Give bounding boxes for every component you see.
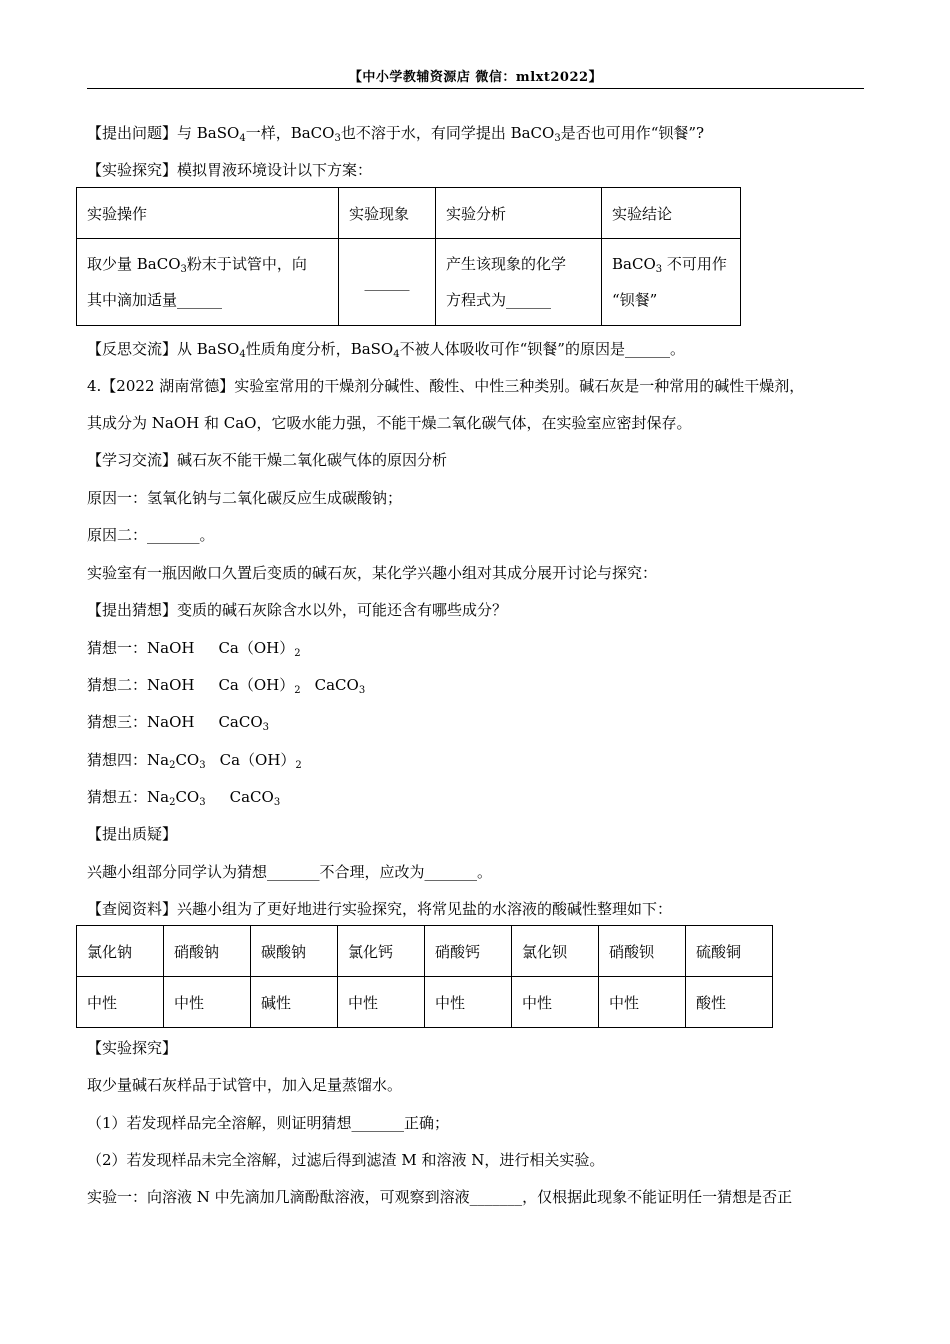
question-statement: 【提出问题】与 BaSO$_4$一样，BaCO$_3$也不溶于水，有同学提出 BaCO$_3$是否也可用作“钡餐”? <box>87 124 705 144</box>
experiment-table <box>76 187 741 326</box>
salt-name: 硝酸钠 <box>164 926 251 977</box>
learning-exchange: 【学习交流】碱石灰不能干燥二氧化碳气体的原因分析 <box>87 451 448 469</box>
sample-step: 取少量碱石灰样品于试管中，加入足量蒸馏水。 <box>87 1076 403 1094</box>
salt-property: 碱性 <box>251 977 338 1028</box>
salt-name: 硝酸钙 <box>425 926 512 977</box>
experiment-intro: 【实验探究】模拟胃液环境设计以下方案： <box>87 161 373 179</box>
salt-name: 碳酸钠 <box>251 926 338 977</box>
salt-name: 硫酸铜 <box>686 926 773 977</box>
salt-property: 中性 <box>512 977 599 1028</box>
q4-line1: 4.【2022 湖南常德】实验室常用的干燥剂分碱性、酸性、中性三种类别。碱石灰是一种常用的碱性干燥剂， <box>87 377 805 395</box>
salt-property: 中性 <box>77 977 164 1028</box>
salt-name: 硝酸钡 <box>599 926 686 977</box>
salt-property: 中性 <box>425 977 512 1028</box>
salt-property: 中性 <box>164 977 251 1028</box>
salt-name: 氯化钡 <box>512 926 599 977</box>
guess-three: 猜想三：NaOH CaCO$_3$ <box>87 713 270 733</box>
explore-heading: 【实验探究】 <box>87 1039 178 1057</box>
header-rule <box>87 88 864 89</box>
page-header: 【中小学教辅资源店 微信：mlxt2022】 <box>348 70 603 85</box>
cell-phenomenon: ______ <box>339 239 436 326</box>
part-two: （2）若发现样品未完全溶解，过滤后得到滤渣 M 和溶液 N，进行相关实验。 <box>87 1151 605 1169</box>
experiment-one: 实验一：向溶液 N 中先滴加几滴酚酞溶液，可观察到溶液_______，仅根据此现象不能证明任一猜想是否正 <box>87 1188 793 1206</box>
reason-two: 原因二：_______。 <box>87 526 215 544</box>
q4-line2: 其成分为 NaOH 和 CaO，它吸水能力强，不能干燥二氧化碳气体，在实验室应密封保存。 <box>87 414 692 432</box>
reflection: 【反思交流】从 BaSO$_4$性质角度分析，BaSO$_4$不被人体吸收可作“钡餐”的原因是______。 <box>87 340 685 360</box>
doubt-text: 兴趣小组部分同学认为猜想_______不合理，应改为_______。 <box>87 863 493 881</box>
th-phenomenon: 实验现象 <box>339 188 436 239</box>
salt-name: 氯化钠 <box>77 926 164 977</box>
salt-name: 氯化钙 <box>338 926 425 977</box>
reason-one: 原因一：氢氧化钠与二氧化碳反应生成碳酸钠； <box>87 489 403 507</box>
salt-property: 中性 <box>599 977 686 1028</box>
reference-heading: 【查阅资料】兴趣小组为了更好地进行实验探究，将常见盐的水溶液的酸碱性整理如下： <box>87 900 673 918</box>
lab-story: 实验室有一瓶因敞口久置后变质的碱石灰，某化学兴趣小组对其成分展开讨论与探究： <box>87 564 658 582</box>
cell-conclusion: BaCO$_3$ 不可用作 “钡餐” <box>602 239 741 326</box>
doubt-heading: 【提出质疑】 <box>87 825 178 843</box>
cell-operation: 取少量 BaCO$_3$粉末于试管中，向 其中滴加适量______ <box>77 239 339 326</box>
part-one: （1）若发现样品完全溶解，则证明猜想_______正确； <box>87 1114 450 1132</box>
guess-five: 猜想五：$Na_2CO_3$ CaCO$_3$ <box>87 788 281 808</box>
cell-analysis: 产生该现象的化学 方程式为______ <box>436 239 602 326</box>
th-conclusion: 实验结论 <box>602 188 741 239</box>
guess-four: 猜想四：$Na_2CO_3$ $Ca(OH)_2$ <box>87 751 302 771</box>
th-analysis: 实验分析 <box>436 188 602 239</box>
guess-one: 猜想一：NaOH $Ca(OH)_2$ <box>87 639 301 659</box>
salt-acidity-table <box>76 925 773 1028</box>
hypothesis-prompt: 【提出猜想】变质的碱石灰除含水以外，可能还含有哪些成分？ <box>87 601 508 619</box>
salt-property: 酸性 <box>686 977 773 1028</box>
th-operation: 实验操作 <box>77 188 339 239</box>
salt-property: 中性 <box>338 977 425 1028</box>
guess-two: 猜想二：NaOH $Ca(OH)_2$ CaCO$_3$ <box>87 676 366 696</box>
